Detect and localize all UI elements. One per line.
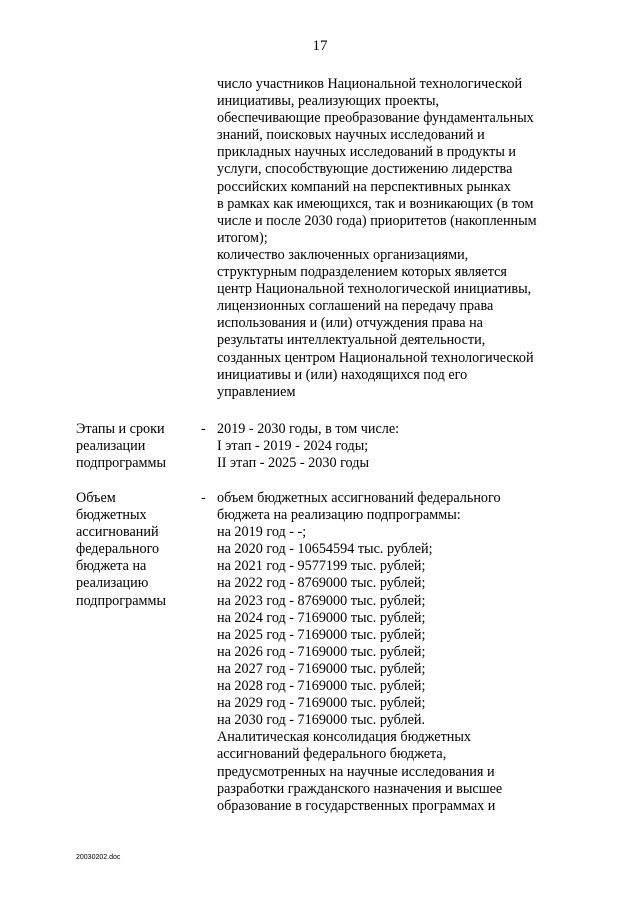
funding-value (217, 490, 502, 815)
text-line: прикладных научных исследований в продукты и (217, 144, 517, 161)
page-number: 17 (312, 38, 328, 54)
text-line: управлением (217, 383, 296, 400)
text-line: центр Национальной технологической инициативы, (217, 281, 532, 298)
text-line: обеспечивающие преобразование фундаментальных (217, 110, 534, 127)
text-line: созданных центром Национальной технологической (217, 349, 534, 366)
value-line: на 2028 год - 7169000 тыс. рублей; (217, 678, 426, 695)
label-line: федерального (76, 541, 160, 558)
value-line: образование в государственных программах и (217, 797, 496, 814)
text-line: результаты интеллектуальной деятельности, (217, 332, 486, 349)
value-line: на 2023 год - 8769000 тыс. рублей; (217, 592, 426, 609)
text-line: знаний, поисковых научных исследований и (217, 127, 485, 144)
continuation-text (217, 76, 537, 401)
text-line: лицензионных соглашений на передачу права (217, 298, 494, 315)
value-line: 2019 - 2030 годы, в том числе: (217, 421, 400, 437)
text-line: инициативы, реализующих проекты, (217, 93, 440, 110)
text-line: количество заключенных организациями, (217, 246, 469, 263)
stages-value (217, 421, 399, 472)
label-line: ассигнований (76, 524, 159, 541)
value-line: на 2022 год - 8769000 тыс. рублей; (217, 575, 426, 592)
text-line: число участников Национальной технологической (217, 76, 523, 92)
value-line: бюджета на реализацию подпрограммы: (217, 507, 461, 524)
value-line: на 2030 год - 7169000 тыс. рублей. (217, 712, 426, 729)
label-line: бюджета на (76, 558, 147, 575)
value-line: на 2024 год - 7169000 тыс. рублей; (217, 609, 426, 626)
text-line: услуги, способствующие достижению лидерства (217, 161, 513, 178)
footer-filename: 20030202.doc (76, 854, 121, 861)
stages-dash: - (201, 421, 206, 437)
value-line: ассигнований федерального бюджета, (217, 746, 447, 763)
value-line: Аналитическая консолидация бюджетных (217, 729, 472, 746)
value-line: предусмотренных на научные исследования и (217, 763, 495, 780)
funding-label (76, 490, 166, 610)
value-line: II этап - 2025 - 2030 годы (217, 455, 369, 472)
value-line: на 2019 год - -; (217, 524, 307, 541)
value-line: объем бюджетных ассигнований федерального (217, 490, 501, 506)
text-line: структурным подразделением которых является (217, 264, 507, 281)
text-line: итогом); (217, 229, 268, 246)
value-line: на 2026 год - 7169000 тыс. рублей; (217, 643, 426, 660)
value-line: на 2025 год - 7169000 тыс. рублей; (217, 626, 426, 643)
label-line: подпрограммы (76, 455, 166, 472)
text-line: в рамках как имеющихся, так и возникающих (в том (217, 195, 534, 212)
text-line: российских компаний на перспективных рынках (217, 178, 511, 195)
value-line: на 2020 год - 10654594 тыс. рублей; (217, 541, 433, 558)
value-line: на 2029 год - 7169000 тыс. рублей; (217, 695, 426, 712)
label-line: Объем (76, 490, 116, 506)
value-line: I этап - 2019 - 2024 годы; (217, 438, 369, 455)
label-line: реализацию (76, 575, 149, 592)
text-line: инициативы и (или) находящихся под его (217, 366, 468, 383)
label-line: подпрограммы (76, 592, 166, 609)
stages-label (76, 421, 166, 472)
label-line: Этапы и сроки (76, 421, 165, 437)
label-line: реализации (76, 438, 146, 455)
value-line: на 2027 год - 7169000 тыс. рублей; (217, 660, 426, 677)
value-line: разработки гражданского назначения и высшее (217, 780, 503, 797)
text-line: использования и (или) отчуждения права на (217, 315, 483, 332)
funding-dash: - (201, 490, 206, 506)
label-line: бюджетных (76, 507, 147, 524)
text-line: числе и после 2030 года) приоритетов (накопленным (217, 212, 537, 229)
value-line: на 2021 год - 9577199 тыс. рублей; (217, 558, 426, 575)
